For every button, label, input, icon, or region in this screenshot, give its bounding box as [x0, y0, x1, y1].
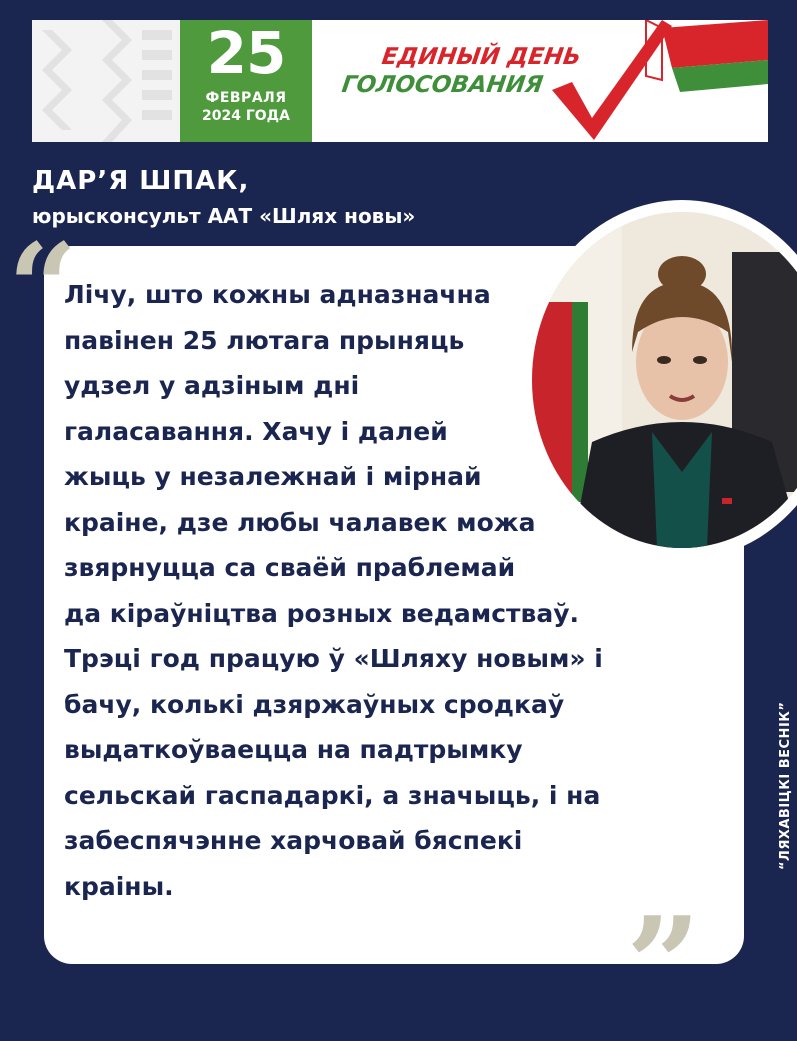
quote-line: забеспячэнне харчовай бяспекі: [64, 826, 523, 855]
close-quote-mark: ”: [626, 888, 701, 1041]
flag-checkmark-icon: [512, 20, 768, 142]
quote-line: павінен 25 лютага прыняць: [64, 325, 465, 355]
date-month: ФЕВРАЛЯ: [205, 90, 287, 106]
quote-line: краіне, дзе любы чалавек можа: [64, 507, 536, 537]
ornament-pattern: [32, 20, 180, 142]
quote-line: Трэці год працую ў «Шляху новым» і: [64, 644, 603, 673]
ornament-icon: [32, 20, 180, 142]
publisher-label: “ЛЯХАВІЦКІ ВЕСНІК”: [778, 701, 793, 870]
date-year: 2024 ГОДА: [202, 108, 290, 124]
date-day: 25: [206, 20, 286, 87]
open-quote-mark: “: [8, 217, 78, 358]
person-role: юрысконсульт ААТ «Шлях новы»: [32, 204, 416, 228]
person-name: ДАР’Я ШПАК,: [32, 166, 250, 196]
quote-line: бачу, колькі дзяржаўных сродкаў: [64, 689, 565, 719]
quote-line: жыць у незалежнай і мірнай: [64, 462, 482, 491]
quote-line: Лічу, што кожны адназначна: [64, 280, 491, 309]
election-banner: [32, 20, 768, 142]
quote-line: сельскай гаспадаркі, а значыць, і на: [64, 780, 601, 810]
quote-line: краіны.: [64, 871, 174, 901]
quote-line: выдаткоўваецца на падтрымку: [64, 735, 523, 764]
banner-title-line1: ЕДИНЫЙ ДЕНЬ: [380, 44, 583, 70]
banner-title-line2: ГОЛОСОВАНИЯ: [340, 72, 545, 98]
quote-line: звярнуцца са сваёй праблемай: [64, 553, 516, 582]
quote-line: да кіраўніцтва розных ведамстваў.: [64, 598, 579, 628]
quote-text: [64, 272, 674, 909]
quote-line: галасавання. Хачу і далей: [64, 416, 448, 446]
date-block: [180, 20, 312, 142]
quote-line: удзел у адзіным дні: [64, 371, 360, 400]
